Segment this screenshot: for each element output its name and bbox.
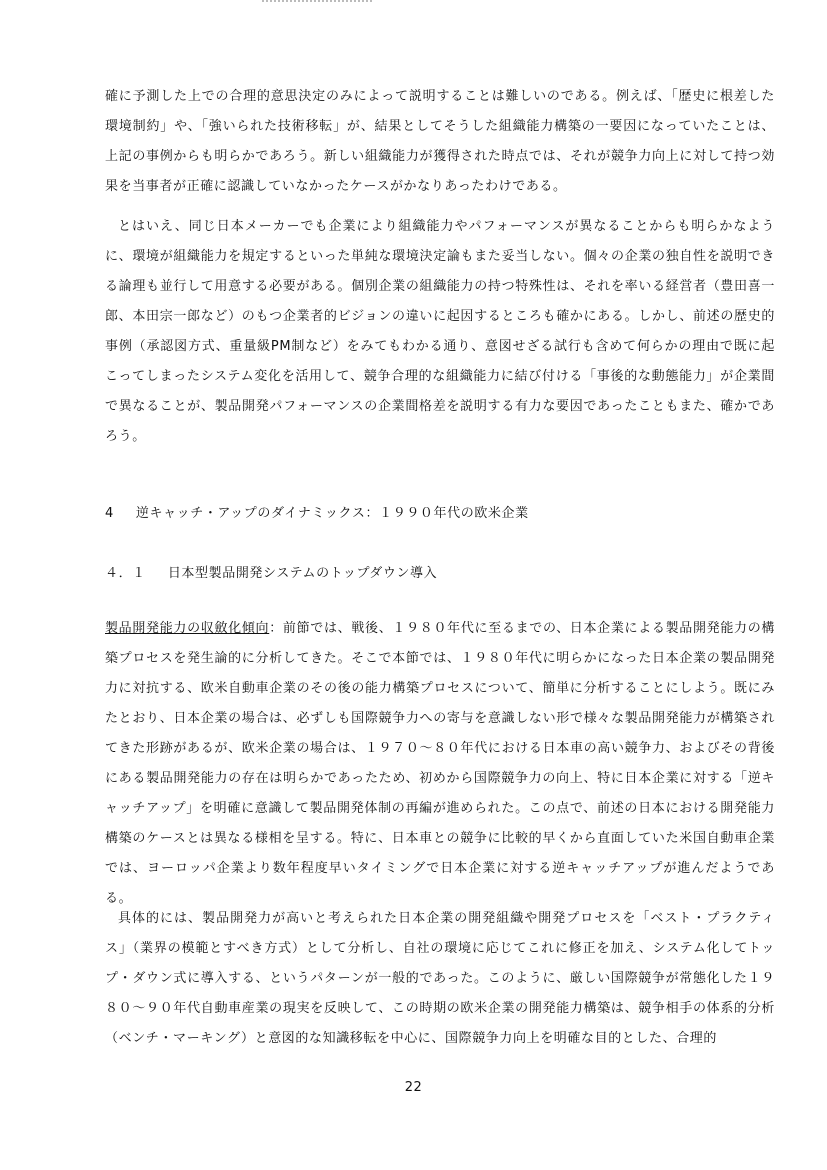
paragraph-body: ：前節では、戦後、１９８０年代に至るまでの、日本企業による製品開発能力の構築プロセスを発生論的に分析してきた。そこで本節では、１９８０年代に明らかになった日本企業の製品開発力に対抗する、欧米自動車企業のその後の能力構築プロセスについて、簡単に分析することにしよう。既にみたとおり、日本企業の場合は、必ずしも国際競争力への寄与を意識しない形で様々な製品開発能力が構築されてきた形跡があるが、欧米企業の場合は、１９７０～８０年代における日本車の高い競争力、およびその背後にある製品開発能力の存在は明らかであったため、初めから国際競争力の向上、特に日本企業に対する「逆キャッチアップ」を明確に意識して製品開発体制の再編が進められた。この点で、前述の日本における開発能力構築のケースとは異なる様相を呈する。特に、日本車との競争に比較的早くから直面していた米国自動車企業では、ヨーロッパ企業より数年程度早いタイミングで日本企業に対する逆キャッチアップが進んだようである。 (105, 621, 775, 906)
paragraph-determinism: とはいえ、同じ日本メーカーでも企業により組織能力やパフォーマンスが異なることからも明らかなように、環境が組織能力を規定するといった単純な環境決定論もまた妥当しない。個々の企業の独自性を説明できる論理も並行して用意する必要がある。個別企業の組織能力の持つ特殊性は、それを率いる経営者（豊田喜一郎、本田宗一郎など）のもつ企業者的ビジョンの違いに起因するところも確かにある。しかし、前述の歴史的事例（承認図方式、重量級PM制など）をみてもわかる通り、意図せざる試行も含めて何らかの理由で既に起こってしまったシステム変化を活用して、競争合理的な組織能力に結び付ける「事後的な動態能力」が企業間で異なることが、製品開発パフォーマンスの企業間格差を説明する有力な要因であったこともまた、確かであろう。 (105, 219, 775, 444)
subsection-title: 日本型製品開発システムのトップダウン導入 (167, 566, 438, 581)
paragraph-continuation: 確に予測した上での合理的意思決定のみによって説明することは難しいのである。例えば、「歴史に根差した環境制約」や、「強いられた技術移転」が、結果としてそうした組織能力構築の一要因になっていたことは、上記の事例からも明らかであろう。新しい組織能力が獲得された時点では、それが競争力向上に対して持つ効果を当事者が正確に認識していなかったケースがかなりあったわけである。 (105, 89, 775, 194)
section-number: 4 (105, 506, 114, 521)
scan-artifact (262, 0, 372, 8)
subsection-number: ４．１ (105, 566, 146, 581)
section-heading (105, 502, 529, 521)
subsection-heading (105, 562, 437, 581)
paragraph-lead-phrase: 製品開発能力の収斂化傾向 (105, 621, 270, 636)
paragraph-best-practice: 具体的には、製品開発力が高いと考えられた日本企業の開発組織や開発プロセスを「ベスト・プラクティス」（業界の模範とすべき方式）として分析し、自社の環境に応じてこれに修正を加え、システム化してトップ・ダウン式に導入する、というパターンが一般的であった。このように、厳しい国際競争が常態化した１９８０～９０年代自動車産業の現実を反映して、この時期の欧米企業の開発能力構築は、競争相手の体系的分析（ベンチ・マーキング）と意図的な知識移転を中心に、国際競争力向上を明確な目的とした、合理的 (105, 911, 775, 1046)
page-number: 22 (404, 1080, 423, 1095)
section-title: 逆キャッチ・アップのダイナミックス：１９９０年代の欧米企業 (135, 506, 529, 521)
paragraph-convergence (105, 614, 775, 914)
